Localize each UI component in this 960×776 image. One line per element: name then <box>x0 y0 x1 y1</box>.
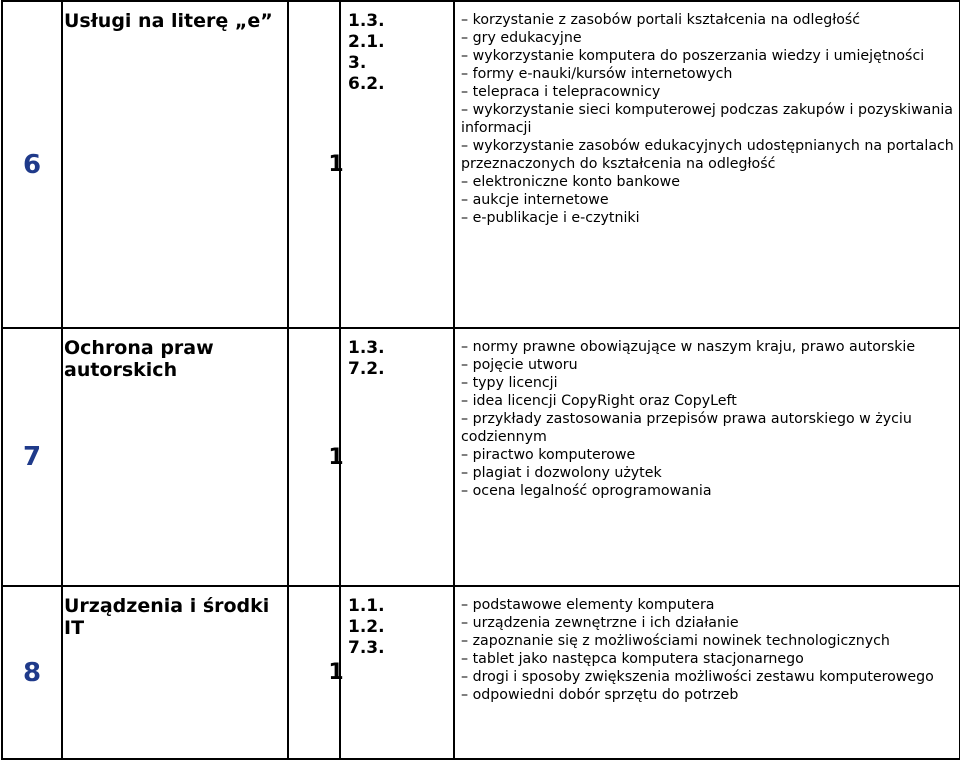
curriculum-ref: 1.2. <box>348 617 385 637</box>
lesson-hours: 1 <box>328 152 344 177</box>
lesson-number: 6 <box>22 149 42 180</box>
curriculum-ref: 3. <box>348 53 367 73</box>
curriculum-ref: 7.3. <box>348 638 385 658</box>
content-line: – wykorzystanie komputera do poszerzania wiedzy i umiejętności <box>461 48 925 64</box>
content-line: – urządzenia zewnętrzne i ich działanie <box>461 615 739 631</box>
content-line: – telepraca i telepracownicy <box>461 84 661 100</box>
lesson-number: 8 <box>22 657 42 688</box>
lesson-number-cell <box>2 328 62 586</box>
content-line: – formy e-nauki/kursów internetowych <box>461 66 733 82</box>
topic-cell <box>62 1 288 328</box>
lesson-number: 7 <box>22 442 42 472</box>
refs-cell <box>340 1 454 328</box>
refs-cell <box>340 586 454 759</box>
curriculum-ref: 6.2. <box>348 74 385 94</box>
curriculum-ref: 7.2. <box>348 359 385 379</box>
content-line: – normy prawne obowiązujące w naszym kraju, prawo autorskie <box>461 339 916 355</box>
table-row <box>2 586 960 759</box>
content-line: – ocena legalność oprogramowania <box>461 483 712 499</box>
content-line: przeznaczonych do kształcenia na odległość <box>461 156 776 172</box>
content-line: – e-publikacje i e-czytniki <box>461 210 640 226</box>
topic-cell <box>62 586 288 759</box>
content-line: – wykorzystanie sieci komputerowej podczas zakupów i pozyskiwania <box>461 102 953 118</box>
content-line: – plagiat i dozwolony użytek <box>461 465 662 481</box>
table-row <box>2 1 960 328</box>
content-line: – korzystanie z zasobów portali kształcenia na odległość <box>461 12 861 28</box>
content-line: – drogi i sposoby zwiększenia możliwości zestawu komputerowego <box>461 669 934 685</box>
content-line: – idea licencji CopyRight oraz CopyLeft <box>461 393 737 409</box>
content-line: codziennym <box>461 429 547 445</box>
content-cell <box>454 328 960 586</box>
content-line: – podstawowe elementy komputera <box>461 597 715 613</box>
table-row <box>2 328 960 586</box>
curriculum-ref: 1.1. <box>348 596 385 616</box>
topic-cell <box>62 328 288 586</box>
lesson-topic: Usługi na literę „e” <box>64 10 273 32</box>
content-line: – wykorzystanie zasobów edukacyjnych udostępnianych na portalach <box>461 138 954 154</box>
content-line: – zapoznanie się z możliwościami nowinek technologicznych <box>461 633 890 649</box>
content-line: – typy licencji <box>461 375 558 391</box>
syllabus-table <box>1 0 960 760</box>
content-line: – piractwo komputerowe <box>461 447 636 463</box>
hours-cell <box>288 586 344 759</box>
hours-cell <box>288 1 344 328</box>
content-line: – tablet jako następca komputera stacjonarnego <box>461 651 804 667</box>
curriculum-ref: 1.3. <box>348 338 385 358</box>
content-list <box>455 587 959 704</box>
content-cell <box>454 586 960 759</box>
refs-cell <box>340 328 454 586</box>
content-list <box>455 2 959 227</box>
lesson-number-cell <box>2 586 62 759</box>
content-cell <box>454 1 960 328</box>
content-line: – pojęcie utworu <box>461 357 578 373</box>
lesson-topic: Urządzenia i środki IT <box>64 595 270 639</box>
content-line: – elektroniczne konto bankowe <box>461 174 680 190</box>
content-line: – odpowiedni dobór sprzętu do potrzeb <box>461 687 739 703</box>
content-line: – przykłady zastosowania przepisów prawa autorskiego w życiu <box>461 411 912 427</box>
curriculum-refs <box>341 2 453 95</box>
content-line: informacji <box>461 120 532 136</box>
curriculum-refs <box>341 329 453 380</box>
lesson-hours: 1 <box>328 660 344 685</box>
content-line: – aukcje internetowe <box>461 192 609 208</box>
curriculum-ref: 1.3. <box>348 11 385 31</box>
lesson-topic: Ochrona praw autorskich <box>64 337 214 381</box>
lesson-hours: 1 <box>328 444 344 470</box>
content-line: – gry edukacyjne <box>461 30 582 46</box>
curriculum-refs <box>341 587 453 659</box>
content-list <box>455 329 959 500</box>
hours-cell <box>288 328 344 586</box>
curriculum-ref: 2.1. <box>348 32 385 52</box>
lesson-number-cell <box>2 1 62 328</box>
